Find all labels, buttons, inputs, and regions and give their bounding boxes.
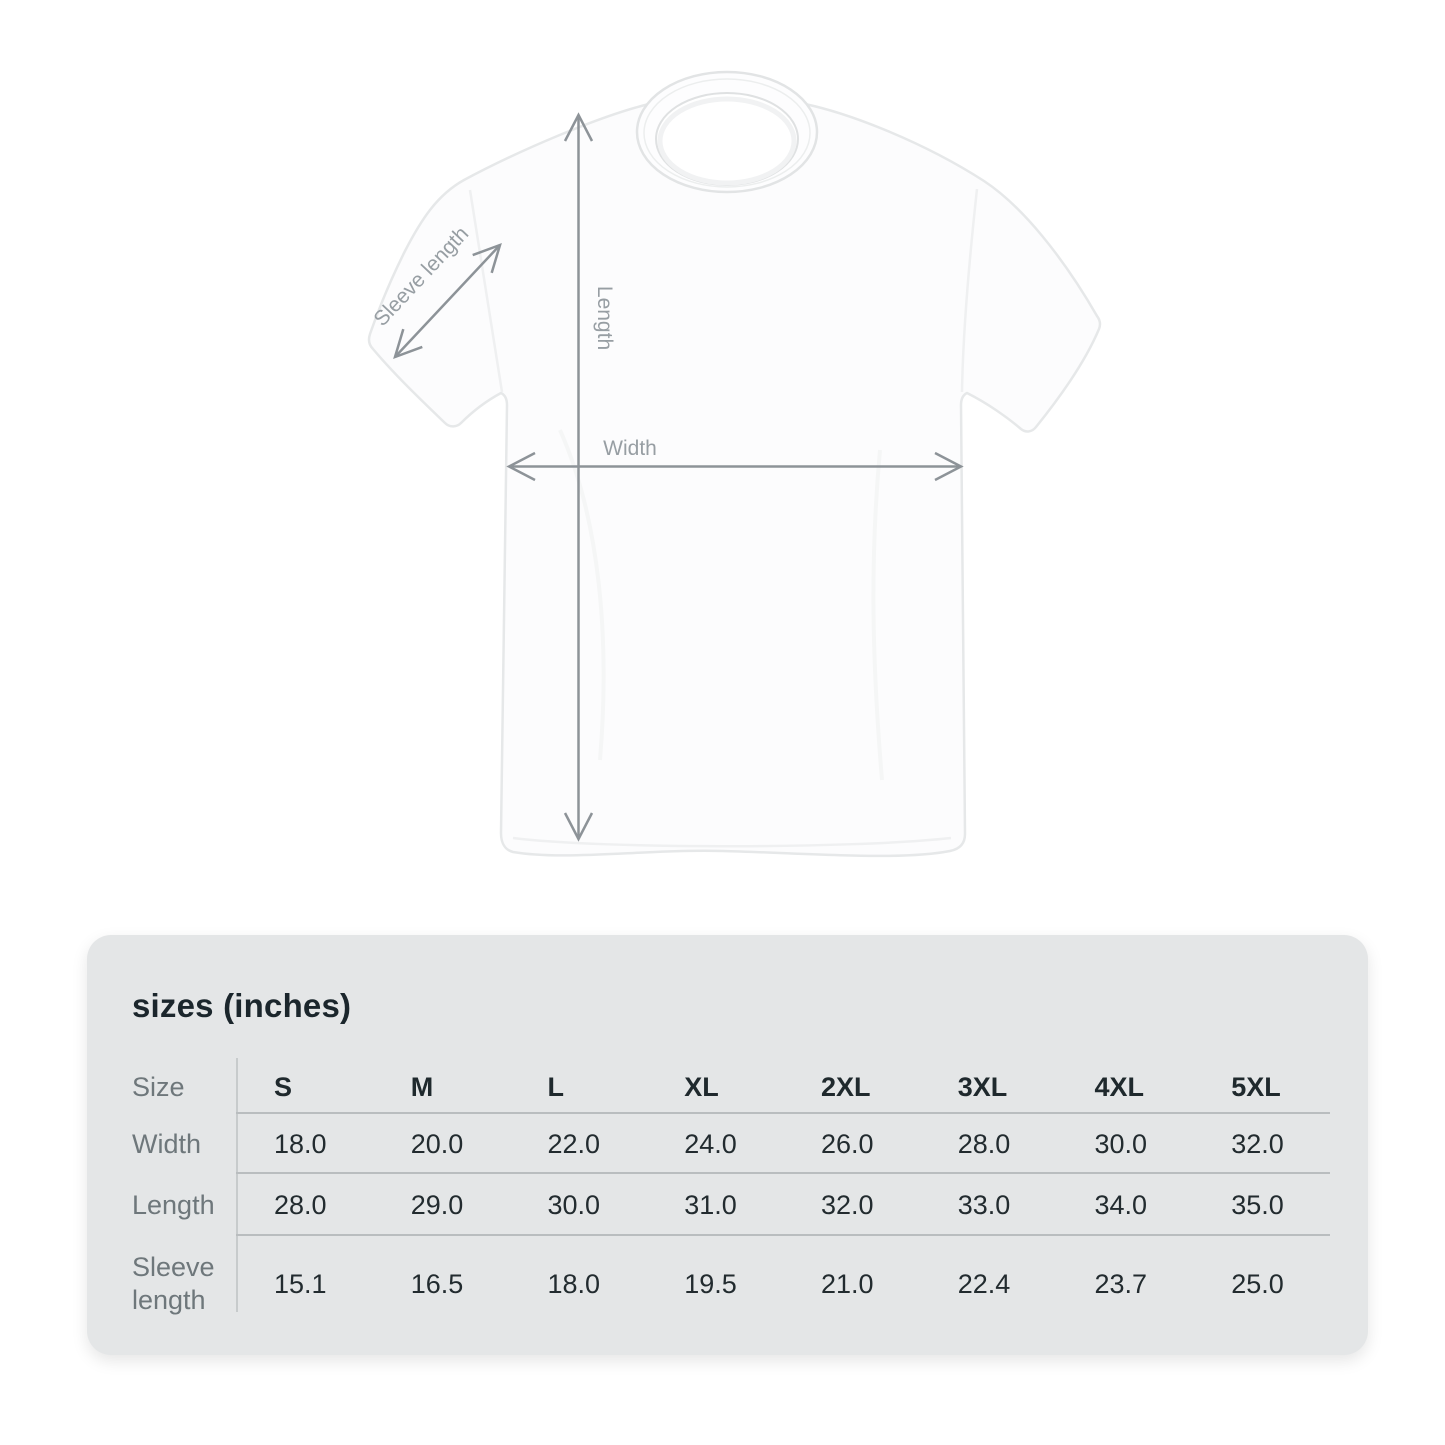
- width-value-5xl: 32.0: [1231, 1128, 1284, 1159]
- length-value-2xl: 32.0: [821, 1189, 874, 1220]
- sleeve-value-2xl: 21.0: [821, 1268, 874, 1299]
- width-value-xl: 24.0: [684, 1128, 737, 1159]
- length-value-m: 29.0: [410, 1189, 464, 1220]
- sleeve-value-3xl: 22.4: [957, 1268, 1011, 1299]
- sleeve-value-5xl: 25.0: [1231, 1268, 1284, 1299]
- table-row-sleeve-length: [132, 1236, 1330, 1332]
- column-header-5xl: 5XL: [1231, 1071, 1281, 1102]
- width-value-s: 18.0: [274, 1128, 327, 1159]
- row-label-length: Length: [132, 1189, 215, 1220]
- sleeve-value-l: 18.0: [547, 1268, 601, 1299]
- sleeve-value-s: 15.1: [274, 1268, 327, 1299]
- size-table: [132, 1060, 1330, 1332]
- column-header-3xl: 3XL: [957, 1071, 1008, 1102]
- column-header-2xl: 2XL: [821, 1071, 871, 1102]
- row-label-sleeve-length: Sleeve length: [132, 1252, 215, 1315]
- table-row-length: [132, 1174, 1330, 1236]
- width-value-2xl: 26.0: [821, 1128, 874, 1159]
- length-value-3xl: 33.0: [957, 1189, 1011, 1220]
- sleeve-value-xl: 19.5: [684, 1268, 737, 1299]
- size-column-header: Size: [132, 1071, 185, 1102]
- width-value-4xl: 30.0: [1094, 1128, 1148, 1159]
- table-header-row: [132, 1060, 1330, 1114]
- width-value-l: 22.0: [547, 1128, 601, 1159]
- length-value-4xl: 34.0: [1094, 1189, 1148, 1220]
- size-guide-panel: [87, 935, 1368, 1355]
- length-value-s: 28.0: [274, 1189, 327, 1220]
- column-header-l: L: [547, 1071, 564, 1102]
- column-header-m: M: [410, 1071, 434, 1102]
- sleeve-value-4xl: 23.7: [1094, 1268, 1148, 1299]
- width-value-3xl: 28.0: [957, 1128, 1011, 1159]
- length-value-l: 30.0: [547, 1189, 601, 1220]
- length-arrow-label: Length: [593, 285, 616, 351]
- length-value-xl: 31.0: [684, 1189, 737, 1220]
- sleeve-length-arrow-label: Sleeve length: [369, 222, 474, 331]
- size-guide-title: sizes (inches): [132, 987, 352, 1024]
- length-value-5xl: 35.0: [1231, 1189, 1284, 1220]
- table-row-width: [132, 1114, 1330, 1174]
- column-header-xl: XL: [684, 1071, 719, 1102]
- width-value-m: 20.0: [410, 1128, 464, 1159]
- sleeve-value-m: 16.5: [410, 1268, 464, 1299]
- row-label-width: Width: [132, 1128, 202, 1159]
- column-header-4xl: 4XL: [1094, 1071, 1145, 1102]
- width-arrow-label: Width: [603, 437, 657, 460]
- column-header-s: S: [274, 1071, 293, 1102]
- tshirt-image: [369, 72, 1100, 856]
